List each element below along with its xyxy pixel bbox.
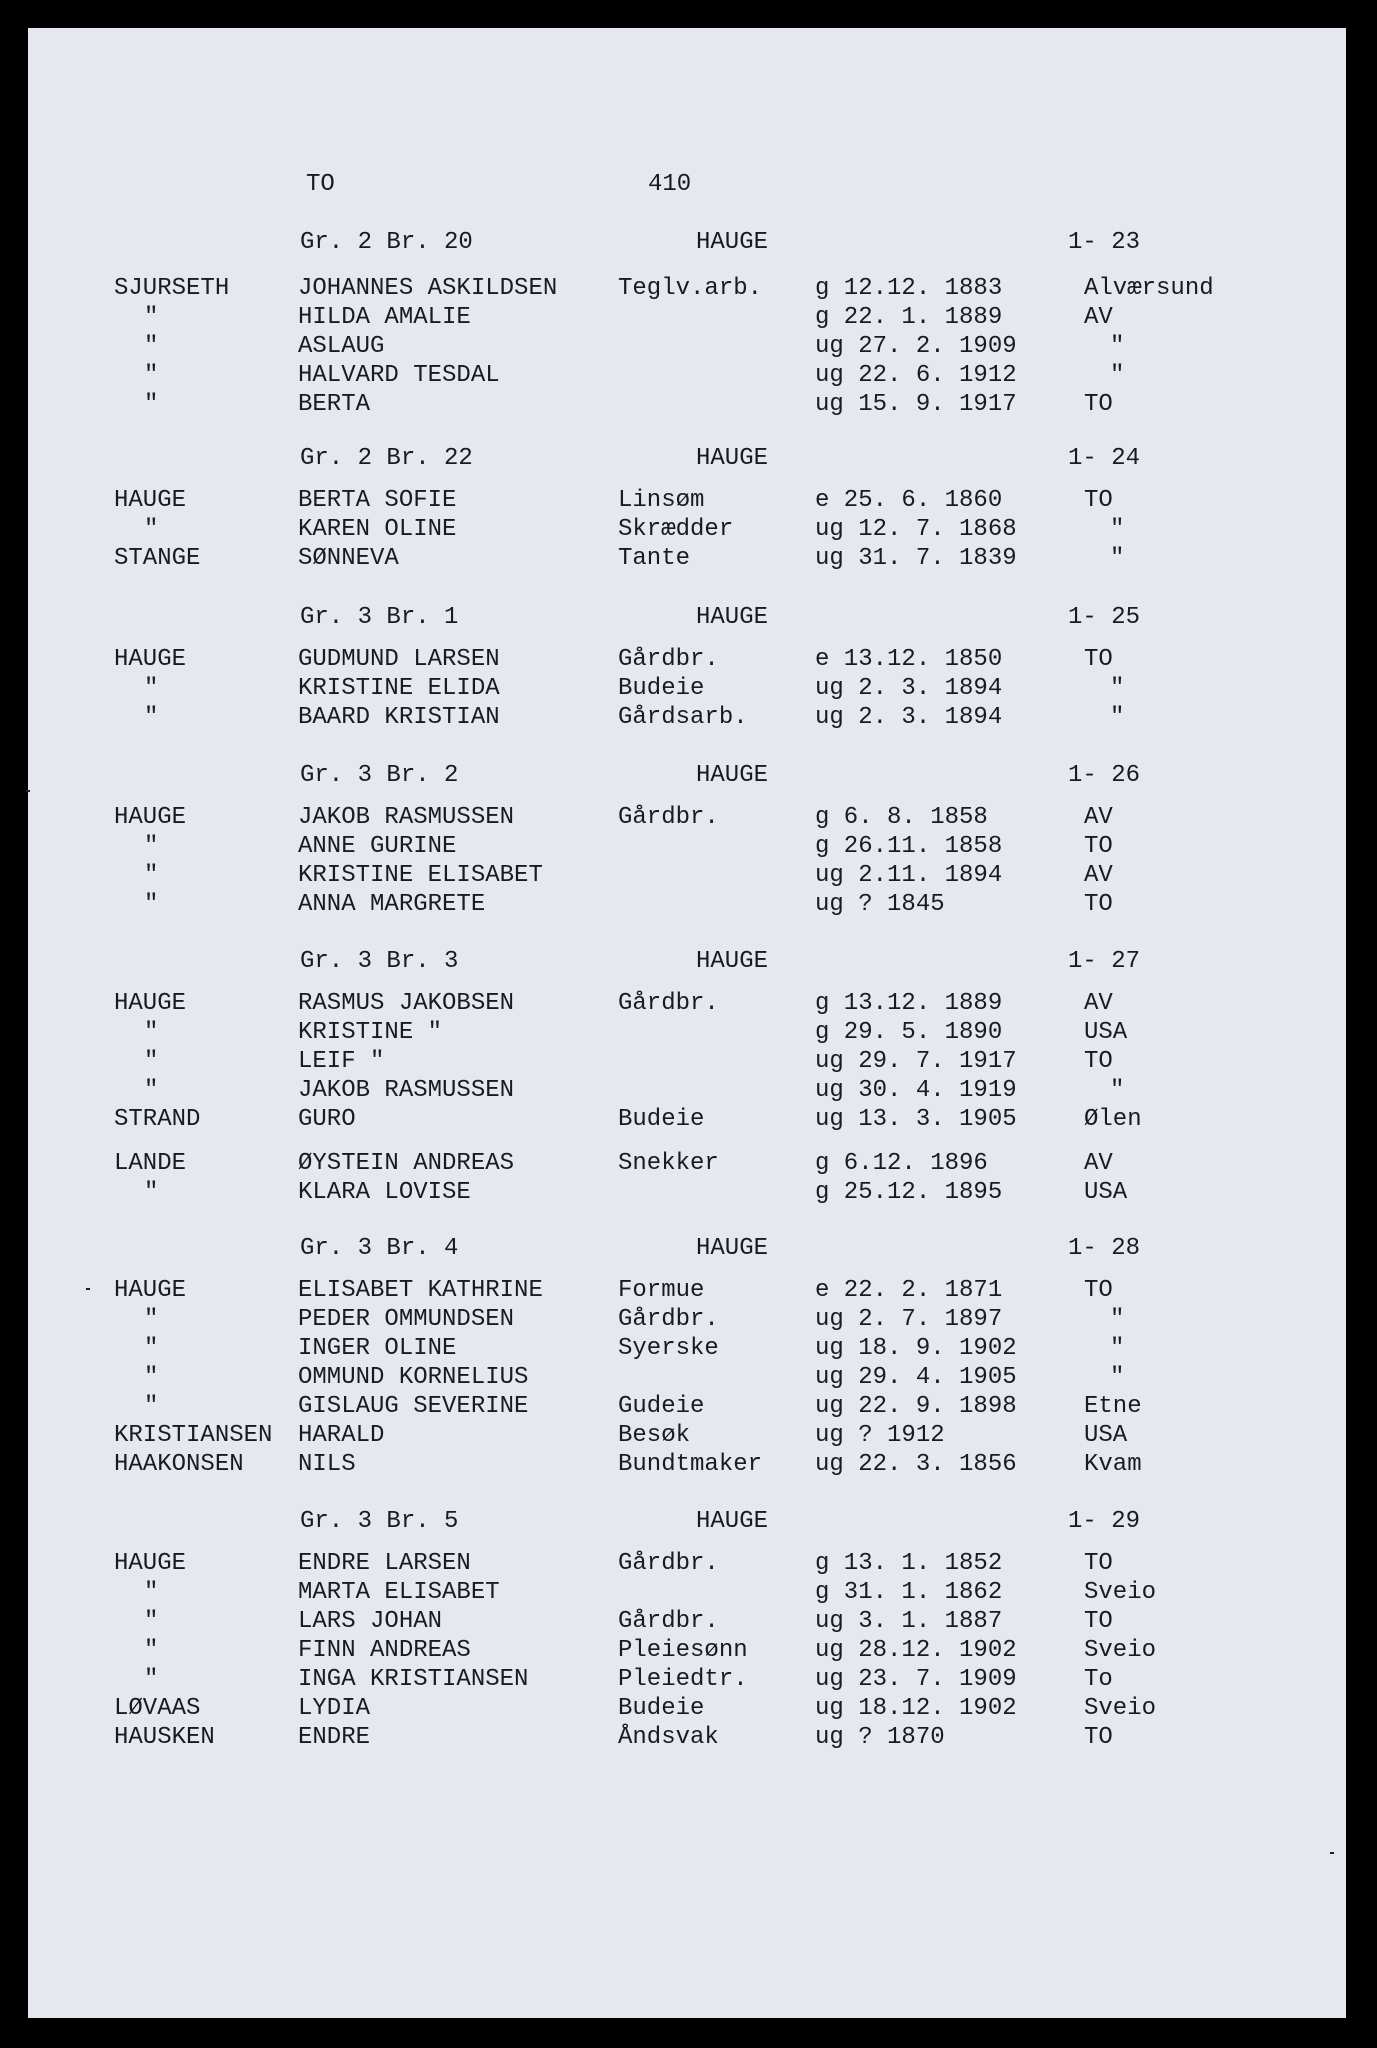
record-birth-date: e 22. 2. 1871 xyxy=(815,1277,1003,1304)
section-number: 1- 25 xyxy=(1068,604,1141,631)
record-surname: HAUGE xyxy=(114,646,187,673)
scan-speck xyxy=(86,1288,90,1290)
record-birth-date: ug ? 1845 xyxy=(815,891,945,918)
record-given-names: GISLAUG SEVERINE xyxy=(298,1393,529,1420)
section-farm: HAUGE xyxy=(696,604,769,631)
record-given-names: ANNA MARGRETE xyxy=(298,891,486,918)
record-given-names: JOHANNES ASKILDSEN xyxy=(298,275,558,302)
record-occupation: Pleiedtr. xyxy=(618,1666,748,1693)
record-birth-date: g 31. 1. 1862 xyxy=(815,1579,1003,1606)
record-birth-date: g 22. 1. 1889 xyxy=(815,304,1003,331)
section-number: 1- 28 xyxy=(1068,1235,1141,1262)
record-birthplace: " xyxy=(1110,333,1125,360)
record-birth-date: ug 28.12. 1902 xyxy=(815,1637,1017,1664)
record-surname: " xyxy=(144,1048,159,1075)
record-birth-date: ug ? 1870 xyxy=(815,1724,945,1751)
record-surname: HAAKONSEN xyxy=(114,1451,244,1478)
record-surname: " xyxy=(144,1579,159,1606)
record-occupation: Besøk xyxy=(618,1422,691,1449)
record-birth-date: ug 2.11. 1894 xyxy=(815,862,1003,889)
record-given-names: BERTA SOFIE xyxy=(298,487,457,514)
record-surname: " xyxy=(144,391,159,418)
record-birthplace: TO xyxy=(1084,646,1113,673)
record-birthplace: TO xyxy=(1084,1550,1113,1577)
record-surname: " xyxy=(144,675,159,702)
record-occupation: Gårdbr. xyxy=(618,804,719,831)
record-given-names: BAARD KRISTIAN xyxy=(298,704,500,731)
record-surname: HAUGE xyxy=(114,1550,187,1577)
record-birthplace: " xyxy=(1110,545,1125,572)
record-birth-date: g 25.12. 1895 xyxy=(815,1179,1003,1206)
record-surname: HAUGE xyxy=(114,487,187,514)
record-birthplace: TO xyxy=(1084,891,1113,918)
record-given-names: ASLAUG xyxy=(298,333,385,360)
record-birth-date: ug 13. 3. 1905 xyxy=(815,1106,1017,1133)
record-occupation: Gårdbr. xyxy=(618,1550,719,1577)
record-birth-date: ug 22. 6. 1912 xyxy=(815,362,1017,389)
record-birthplace: TO xyxy=(1084,1608,1113,1635)
record-surname: HAUGE xyxy=(114,804,187,831)
document-page xyxy=(28,28,1346,2018)
record-birth-date: ug ? 1912 xyxy=(815,1422,945,1449)
section-gr-label: Gr. 3 Br. 1 xyxy=(300,604,459,631)
record-birth-date: ug 30. 4. 1919 xyxy=(815,1077,1017,1104)
record-birth-date: ug 2. 3. 1894 xyxy=(815,704,1003,731)
record-surname: " xyxy=(144,1306,159,1333)
record-birth-date: ug 31. 7. 1839 xyxy=(815,545,1017,572)
record-birth-date: e 13.12. 1850 xyxy=(815,646,1003,673)
record-given-names: MARTA ELISABET xyxy=(298,1579,500,1606)
record-birthplace: USA xyxy=(1084,1019,1128,1046)
record-surname: " xyxy=(144,1077,159,1104)
record-birthplace: TO xyxy=(1084,487,1113,514)
record-birthplace: TO xyxy=(1084,1724,1113,1751)
record-surname: " xyxy=(144,1019,159,1046)
section-gr-label: Gr. 2 Br. 22 xyxy=(300,445,473,472)
section-farm: HAUGE xyxy=(696,1508,769,1535)
record-birth-date: ug 12. 7. 1868 xyxy=(815,516,1017,543)
record-birth-date: g 13.12. 1889 xyxy=(815,990,1003,1017)
record-surname: " xyxy=(144,304,159,331)
record-surname: " xyxy=(144,1179,159,1206)
record-surname: KRISTIANSEN xyxy=(114,1422,273,1449)
record-surname: STANGE xyxy=(114,545,201,572)
scan-speck xyxy=(1330,1852,1334,1854)
record-birth-date: ug 23. 7. 1909 xyxy=(815,1666,1017,1693)
record-birthplace: TO xyxy=(1084,1277,1113,1304)
record-birthplace: TO xyxy=(1084,833,1113,860)
record-birth-date: g 29. 5. 1890 xyxy=(815,1019,1003,1046)
record-birth-date: g 26.11. 1858 xyxy=(815,833,1003,860)
record-surname: " xyxy=(144,1364,159,1391)
record-given-names: SØNNEVA xyxy=(298,545,399,572)
record-surname: HAUGE xyxy=(114,990,187,1017)
record-birth-date: e 25. 6. 1860 xyxy=(815,487,1003,514)
record-given-names: KRISTINE ELIDA xyxy=(298,675,500,702)
record-birthplace: Sveio xyxy=(1084,1579,1157,1606)
record-occupation: Gårdsarb. xyxy=(618,704,748,731)
record-birthplace: Alværsund xyxy=(1084,275,1214,302)
record-birthplace: " xyxy=(1110,1306,1125,1333)
record-given-names: LYDIA xyxy=(298,1695,371,1722)
record-occupation: Gårdbr. xyxy=(618,990,719,1017)
record-birth-date: g 6. 8. 1858 xyxy=(815,804,988,831)
record-birth-date: ug 3. 1. 1887 xyxy=(815,1608,1003,1635)
record-occupation: Formue xyxy=(618,1277,705,1304)
record-birth-date: ug 2. 7. 1897 xyxy=(815,1306,1003,1333)
record-given-names: KRISTINE ELISABET xyxy=(298,862,543,889)
record-given-names: KAREN OLINE xyxy=(298,516,457,543)
record-given-names: OMMUND KORNELIUS xyxy=(298,1364,529,1391)
record-birthplace: " xyxy=(1110,516,1125,543)
section-farm: HAUGE xyxy=(696,948,769,975)
record-surname: " xyxy=(144,833,159,860)
record-birthplace: To xyxy=(1084,1666,1113,1693)
record-surname: " xyxy=(144,704,159,731)
record-surname: HAUSKEN xyxy=(114,1724,215,1751)
record-given-names: NILS xyxy=(298,1451,356,1478)
section-farm: HAUGE xyxy=(696,229,769,256)
record-surname: HAUGE xyxy=(114,1277,187,1304)
record-given-names: GURO xyxy=(298,1106,356,1133)
record-given-names: ANNE GURINE xyxy=(298,833,457,860)
record-surname: " xyxy=(144,1608,159,1635)
record-birthplace: USA xyxy=(1084,1422,1128,1449)
section-number: 1- 26 xyxy=(1068,762,1141,789)
scan-speck xyxy=(26,790,30,792)
record-birthplace: " xyxy=(1110,362,1125,389)
section-gr-label: Gr. 3 Br. 4 xyxy=(300,1235,459,1262)
record-surname: " xyxy=(144,1335,159,1362)
record-occupation: Bundtmaker xyxy=(618,1451,763,1478)
section-number: 1- 29 xyxy=(1068,1508,1141,1535)
section-gr-label: Gr. 3 Br. 2 xyxy=(300,762,459,789)
record-surname: " xyxy=(144,333,159,360)
record-birth-date: ug 18.12. 1902 xyxy=(815,1695,1017,1722)
record-occupation: Snekker xyxy=(618,1150,719,1177)
record-birth-date: ug 27. 2. 1909 xyxy=(815,333,1017,360)
section-number: 1- 23 xyxy=(1068,229,1141,256)
record-birthplace: AV xyxy=(1084,304,1113,331)
record-given-names: FINN ANDREAS xyxy=(298,1637,471,1664)
record-birthplace: Etne xyxy=(1084,1393,1142,1420)
record-surname: STRAND xyxy=(114,1106,201,1133)
record-surname: " xyxy=(144,1637,159,1664)
record-birthplace: AV xyxy=(1084,1150,1113,1177)
section-farm: HAUGE xyxy=(696,762,769,789)
record-given-names: JAKOB RASMUSSEN xyxy=(298,804,515,831)
record-birthplace: Sveio xyxy=(1084,1695,1157,1722)
record-birthplace: Sveio xyxy=(1084,1637,1157,1664)
record-surname: LANDE xyxy=(114,1150,187,1177)
record-occupation: Budeie xyxy=(618,1106,705,1133)
record-occupation: Gårdbr. xyxy=(618,1306,719,1333)
record-surname: " xyxy=(144,891,159,918)
record-occupation: Budeie xyxy=(618,1695,705,1722)
record-occupation: Skrædder xyxy=(618,516,734,543)
record-given-names: LARS JOHAN xyxy=(298,1608,443,1635)
record-given-names: ØYSTEIN ANDREAS xyxy=(298,1150,515,1177)
record-surname: " xyxy=(144,862,159,889)
record-occupation: Syerske xyxy=(618,1335,719,1362)
section-gr-label: Gr. 2 Br. 20 xyxy=(300,229,473,256)
record-given-names: GUDMUND LARSEN xyxy=(298,646,500,673)
record-surname: " xyxy=(144,1393,159,1420)
record-birthplace: " xyxy=(1110,675,1125,702)
record-given-names: ELISABET KATHRINE xyxy=(298,1277,543,1304)
record-birth-date: ug 22. 3. 1856 xyxy=(815,1451,1017,1478)
record-birthplace: " xyxy=(1110,1077,1125,1104)
record-given-names: KRISTINE " xyxy=(298,1019,443,1046)
record-given-names: KLARA LOVISE xyxy=(298,1179,471,1206)
record-birth-date: ug 18. 9. 1902 xyxy=(815,1335,1017,1362)
section-farm: HAUGE xyxy=(696,1235,769,1262)
record-given-names: RASMUS JAKOBSEN xyxy=(298,990,515,1017)
section-number: 1- 27 xyxy=(1068,948,1141,975)
record-given-names: PEDER OMMUNDSEN xyxy=(298,1306,515,1333)
record-birthplace: TO xyxy=(1084,391,1113,418)
record-occupation: Teglv.arb. xyxy=(618,275,763,302)
record-occupation: Linsøm xyxy=(618,487,705,514)
record-birth-date: g 6.12. 1896 xyxy=(815,1150,988,1177)
page-number: 410 xyxy=(648,171,692,198)
record-occupation: Budeie xyxy=(618,675,705,702)
record-birthplace: TO xyxy=(1084,1048,1113,1075)
record-birth-date: ug 29. 4. 1905 xyxy=(815,1364,1017,1391)
record-surname: " xyxy=(144,516,159,543)
record-surname: " xyxy=(144,1666,159,1693)
record-birthplace: AV xyxy=(1084,990,1113,1017)
record-occupation: Gudeie xyxy=(618,1393,705,1420)
section-gr-label: Gr. 3 Br. 3 xyxy=(300,948,459,975)
record-birthplace: " xyxy=(1110,1364,1125,1391)
record-surname: SJURSETH xyxy=(114,275,230,302)
record-occupation: Åndsvak xyxy=(618,1724,719,1751)
record-given-names: LEIF " xyxy=(298,1048,385,1075)
record-birthplace: AV xyxy=(1084,862,1113,889)
record-birth-date: ug 2. 3. 1894 xyxy=(815,675,1003,702)
record-birthplace: " xyxy=(1110,704,1125,731)
record-birth-date: g 13. 1. 1852 xyxy=(815,1550,1003,1577)
record-birthplace: " xyxy=(1110,1335,1125,1362)
record-given-names: BERTA xyxy=(298,391,371,418)
record-surname: " xyxy=(144,362,159,389)
record-birthplace: USA xyxy=(1084,1179,1128,1206)
record-birth-date: ug 15. 9. 1917 xyxy=(815,391,1017,418)
record-birthplace: AV xyxy=(1084,804,1113,831)
section-farm: HAUGE xyxy=(696,445,769,472)
record-given-names: HILDA AMALIE xyxy=(298,304,471,331)
record-occupation: Pleiesønn xyxy=(618,1637,748,1664)
record-occupation: Gårdbr. xyxy=(618,646,719,673)
record-given-names: ENDRE xyxy=(298,1724,371,1751)
record-birthplace: Kvam xyxy=(1084,1451,1142,1478)
record-given-names: JAKOB RASMUSSEN xyxy=(298,1077,515,1104)
record-given-names: INGER OLINE xyxy=(298,1335,457,1362)
record-occupation: Tante xyxy=(618,545,691,572)
record-occupation: Gårdbr. xyxy=(618,1608,719,1635)
record-birth-date: g 12.12. 1883 xyxy=(815,275,1003,302)
record-birth-date: ug 22. 9. 1898 xyxy=(815,1393,1017,1420)
record-given-names: ENDRE LARSEN xyxy=(298,1550,471,1577)
record-given-names: HARALD xyxy=(298,1422,385,1449)
record-given-names: HALVARD TESDAL xyxy=(298,362,500,389)
section-gr-label: Gr. 3 Br. 5 xyxy=(300,1508,459,1535)
record-birthplace: Ølen xyxy=(1084,1106,1142,1133)
record-given-names: INGA KRISTIANSEN xyxy=(298,1666,529,1693)
header-code: TO xyxy=(306,171,335,198)
record-birth-date: ug 29. 7. 1917 xyxy=(815,1048,1017,1075)
record-surname: LØVAAS xyxy=(114,1695,201,1722)
section-number: 1- 24 xyxy=(1068,445,1141,472)
